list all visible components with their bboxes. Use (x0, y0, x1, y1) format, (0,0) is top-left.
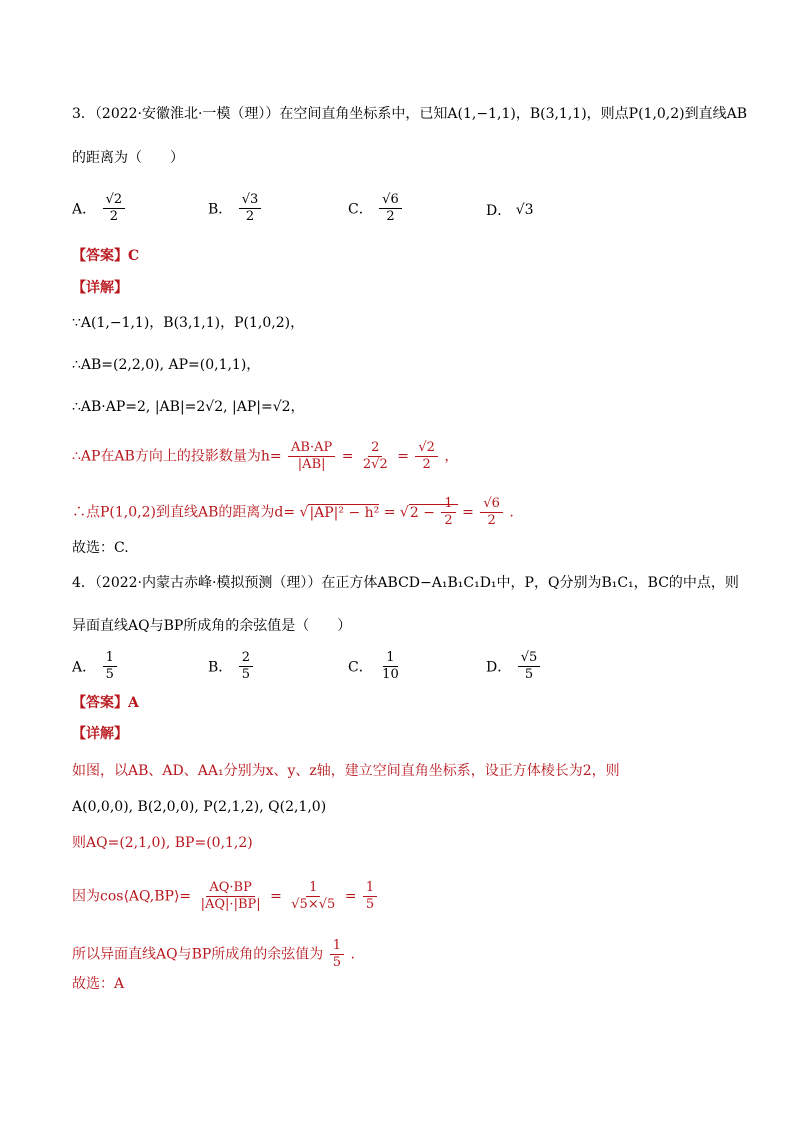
q4-option-c: C． $\frac{1}{10}$ (348, 650, 399, 682)
q3-step-2: ∴AB=(2,2,0), AP=(0,1,1)， (72, 357, 261, 373)
q3-option-a: A． $\frac{√2}{2}$ (72, 192, 127, 225)
q3-step-3: ∴AB·AP=2, |AB|=2√2, |AP|=√2， (72, 399, 305, 415)
q4-step-1: 如图，以AB、AD、AA₁分别为x、y、z轴，建立空间直角坐标系，设正方体棱长为2，则 (72, 763, 620, 779)
q4-detail-title: 【详解】 (72, 726, 128, 742)
q3-stem-line2: 的距离为（ ） (72, 150, 184, 166)
q4-step-2: A(0,0,0), B(2,0,0), P(2,1,2), Q(2,1,0) (72, 799, 327, 815)
q3-conclusion: 故选：C. (72, 540, 129, 556)
q4-step-4: 因为cos⟨AQ,BP⟩= $\frac{AQ\cdot BP}{|AQ|\cdot|BP|}$ = $\frac{1}{√5\times√5}$ = $\frac{1}{5}$ (72, 880, 379, 913)
q3-detail-title: 【详解】 (72, 280, 128, 296)
q4-option-b: B． $\frac{2}{5}$ (208, 650, 255, 683)
q4-option-d: D． $\frac{√5}{5}$ (486, 650, 542, 683)
q4-conclusion: 故选：A (72, 976, 125, 992)
q3-stem-line1: 3．（2022·安徽淮北·一模（理））在空间直角坐标系中，已知A(1,−1,1)，B(3,1,1)，则点P(1,0,2)到直线AB (72, 106, 748, 122)
q3-answer: 【答案】C (72, 248, 140, 264)
q4-option-a: A． $\frac{1}{5}$ (72, 650, 119, 683)
q4-step-3: 则AQ=(2,1,0), BP=(0,1,2) (72, 835, 253, 851)
q4-stem-line1: 4．（2022·内蒙古赤峰·模拟预测（理））在正方体ABCD−A₁B₁C₁D₁中，P，Q分别为B₁C₁，BC的中点，则 (72, 575, 739, 591)
q3-option-b: B． $\frac{√3}{2}$ (208, 192, 263, 225)
q3-step-4: ∴AP在AB方向上的投影数量为h= $\frac{AB\cdot AP}{|AB|}$ = $\frac{2}{2√2}$ = $\frac{√2}{2}$ ， (72, 440, 459, 472)
q4-stem-line2: 异面直线AQ与BP所成角的余弦值是（ ） (72, 618, 352, 634)
q4-answer: 【答案】A (72, 695, 139, 711)
q3-step-1: ∵A(1,−1,1)，B(3,1,1)，P(1,0,2)， (72, 315, 305, 331)
q3-option-d: D． √3 (486, 202, 534, 219)
q4-step-5: 所以异面直线AQ与BP所成角的余弦值为 $\frac{1}{5}$ . (72, 938, 355, 970)
q3-step-5: ∴点P(1,0,2)到直线AB的距离为d= √|AP|² − h² = √2 − $\frac{1}{2}$ = $\frac{√6}{2}$ . (72, 496, 514, 528)
q3-option-c: C． $\frac{√6}{2}$ (348, 192, 404, 225)
